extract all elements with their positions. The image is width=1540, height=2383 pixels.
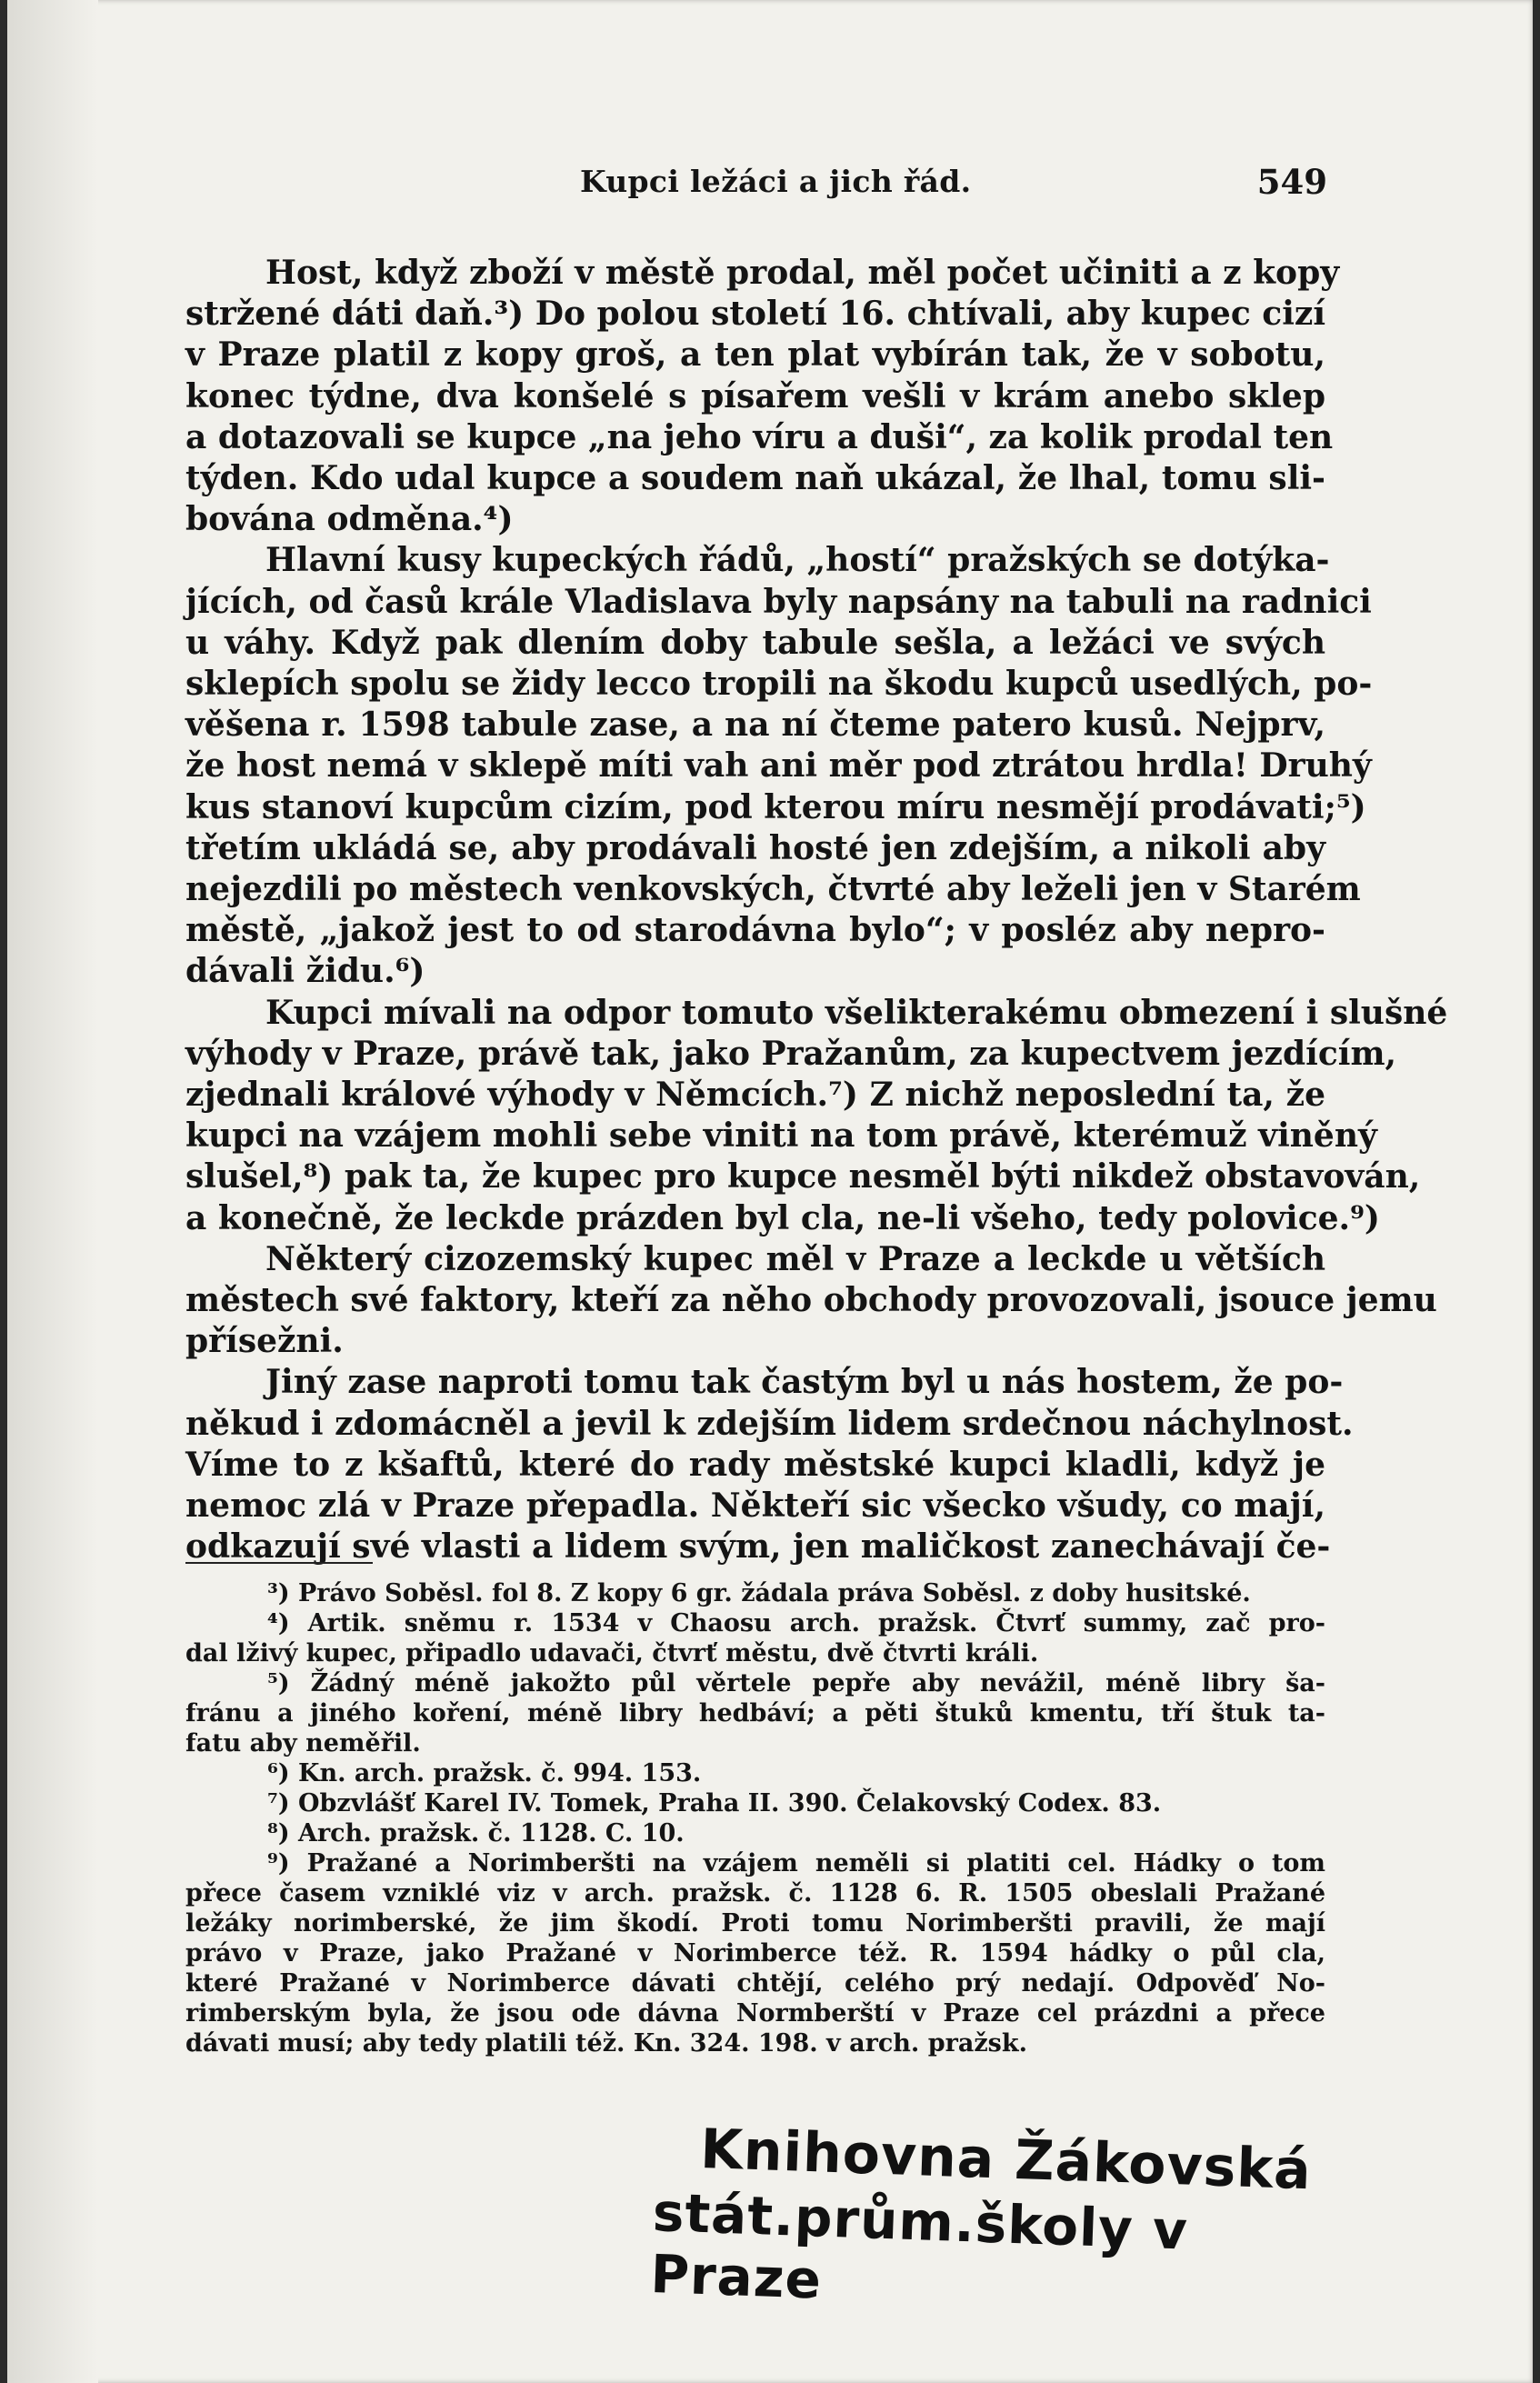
text-line: slušel,⁸) pak ta, že kupec pro kupce nesměl býti nikdež obstavován,: [185, 1157, 1421, 1197]
book-page: [7, 0, 1533, 2383]
text-line: bována odměna.⁴): [185, 500, 514, 539]
text-line: přísežni.: [185, 1322, 344, 1361]
text-line: někud i zdomácněl a jevil k zdejším lidem srdečnou náchylnost.: [185, 1404, 1354, 1443]
footnote-divider: [185, 1562, 373, 1564]
footnote-line: dávati musí; aby tedy platili též. Kn. 324. 198. v arch. pražsk.: [185, 2029, 1027, 2058]
footnote-line: rimberským byla, že jsou ode dávna Normberští v Praze cel prázdni a přece: [185, 1999, 1325, 2028]
page-number: 549: [1256, 162, 1327, 202]
text-line: Hlavní kusy kupeckých řádů, „hostí“ pražských se dotýka-: [265, 541, 1330, 580]
text-line: u váhy. Když pak dlením doby tabule sešla, a ležáci ve svých: [185, 623, 1325, 662]
footnote-line: ležáky norimberské, že jim škodí. Proti tomu Norimberšti pravili, že mají: [185, 1909, 1325, 1937]
footnote-line: fatu aby neměřil.: [185, 1729, 421, 1757]
main-text: [185, 253, 1448, 1568]
text-line: Host, když zboží v městě prodal, měl počet učiniti a z kopy: [265, 254, 1340, 292]
footnote-line: ⁴) Artik. sněmu r. 1534 v Chaosu arch. pražsk. Čtvrť summy, zač pro-: [267, 1609, 1325, 1637]
footnote-line: právo v Praze, jako Pražané v Norimberce též. R. 1594 hádky o půl cla,: [185, 1939, 1325, 1967]
footnote-line: ³) Právo Soběsl. fol 8. Z kopy 6 gr. žádala práva Soběsl. z doby husitské.: [267, 1579, 1251, 1607]
text-line: kupci na vzájem mohli sebe viniti na tom právě, kterémuž viněný: [185, 1116, 1377, 1156]
running-title: Kupci ležáci a jich řád.: [580, 164, 972, 199]
text-line: výhody v Praze, právě tak, jako Pražanům, za kupectvem jezdícím,: [185, 1034, 1397, 1073]
text-line: Víme to z kšaftů, které do rady městské kupci kladli, když je: [185, 1445, 1325, 1484]
running-header: [180, 156, 1335, 211]
text-line: konec týdne, dva konšelé s písařem vešli v krám anebo sklep: [185, 376, 1325, 416]
text-line: Některý cizozemský kupec měl v Praze a leckde u větších: [265, 1239, 1325, 1278]
text-line: nemoc zlá v Praze přepadla. Někteří sic všecko všudy, co mají,: [185, 1487, 1325, 1526]
text-line: zjednali králové výhody v Němcích.⁷) Z nichž neposlední ta, že: [185, 1076, 1325, 1115]
footnote-line: ⁵) Žádný méně jakožto půl věrtele pepře aby nevážil, méně libry ša-: [267, 1669, 1325, 1697]
text-line: nejezdili po městech venkovských, čtvrté aby leželi jen v Starém: [185, 870, 1361, 909]
footnote-line: ⁶) Kn. arch. pražsk. č. 994. 153.: [267, 1759, 702, 1787]
text-line: Jiný zase naproti tomu tak častým byl u nás hostem, že po-: [265, 1363, 1344, 1402]
text-line: týden. Kdo udal kupce a soudem naň ukázal, že lhal, tomu sli-: [185, 459, 1325, 498]
text-line: v Praze platil z kopy groš, a ten plat vybírán tak, že v sobotu,: [185, 335, 1325, 375]
footnotes: [185, 1578, 1325, 2058]
footnote-line: ⁹) Pražané a Norimberšti na vzájem neměli si platiti cel. Hádky o tom: [267, 1849, 1325, 1877]
footnote-line: přece časem vzniklé viz v arch. pražsk. č. 1128 6. R. 1505 obeslali Pražané: [185, 1879, 1325, 1907]
text-line: stržené dáti daň.³) Do polou století 16. chtívali, aby kupec cizí: [185, 295, 1325, 334]
text-line: dávali židu.⁶): [185, 952, 425, 991]
text-line: Kupci mívali na odpor tomuto všelikterakému obmezení i slušné: [265, 993, 1448, 1032]
text-line: a konečně, že leckde prázden byl cla, ne-li všeho, tedy polovice.⁹): [185, 1198, 1380, 1237]
text-line: odkazují své vlasti a lidem svým, jen maličkost zanechávají če-: [185, 1527, 1331, 1567]
text-line: městě, „jakož jest to od starodávna bylo“; v posléz aby nepro-: [185, 911, 1325, 950]
library-stamp: [641, 2116, 1338, 2321]
stamp-line-2: stát.prům.školy v Praze: [649, 2181, 1189, 2311]
stamp-line-1: Knihovna Žákovská: [699, 2117, 1313, 2203]
text-line: a dotazovali se kupce „na jeho víru a duši“, za kolik prodal ten: [185, 417, 1334, 456]
footnote-line: fránu a jiného koření, méně libry hedbáví; a pěti štuků kmentu, tří štuk ta-: [185, 1699, 1325, 1727]
footnote-line: ⁷) Obzvlášť Karel IV. Tomek, Praha II. 390. Čelakovský Codex. 83.: [267, 1789, 1162, 1817]
text-line: třetím ukládá se, aby prodávali hosté jen zdejším, a nikoli aby: [185, 828, 1325, 867]
text-line: sklepích spolu se židy lecco tropili na škodu kupců usedlých, po-: [185, 665, 1373, 704]
footnote-line: dal lživý kupec, připadlo udavači, čtvrť městu, dvě čtvrti králi.: [185, 1639, 1039, 1667]
footnote-line: ⁸) Arch. pražsk. č. 1128. C. 10.: [267, 1819, 685, 1847]
text-line: že host nemá v sklepě míti vah ani měr pod ztrátou hrdla! Druhý: [185, 746, 1372, 786]
text-line: věšena r. 1598 tabule zase, a na ní čteme patero kusů. Nejprv,: [185, 706, 1325, 745]
text-line: jících, od časů krále Vladislava byly napsány na tabuli na radnici: [185, 582, 1372, 621]
text-line: městech své faktory, kteří za něho obchody provozovali, jsouce jemu: [185, 1281, 1437, 1320]
footnote-line: které Pražané v Norimberce dávati chtějí, celého prý nedají. Odpověď No-: [185, 1969, 1325, 1998]
text-line: kus stanoví kupcům cizím, pod kterou míru nesmějí prodávati;⁵): [185, 787, 1366, 826]
